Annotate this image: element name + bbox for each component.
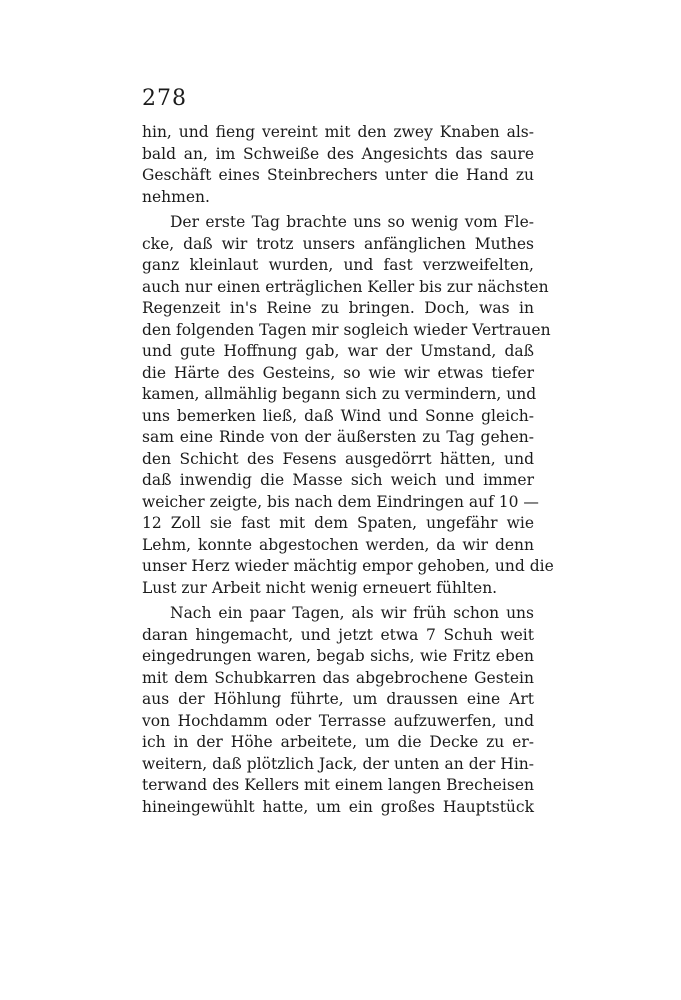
text-line: und gute Hoffnung gab, war der Umstand, daß [142, 342, 534, 360]
text-line: von Hochdamm oder Terrasse aufzuwerfen, und [142, 711, 534, 730]
text-line: Nach ein paar Tagen, als wir früh schon uns [170, 604, 534, 622]
text-line: Geschäft eines Steinbrechers unter die Hand zu [142, 166, 534, 184]
paragraph-1 [142, 122, 534, 208]
text-line: den folgenden Tagen mir sogleich wieder Vertrauen [142, 320, 551, 339]
text-line: daß inwendig die Masse sich weich und immer [142, 471, 534, 489]
text-line: hin, und fieng vereint mit den zwey Knaben als- [142, 123, 534, 141]
text-line: den Schicht des Fesens ausgedörrt hätten, und [142, 449, 534, 468]
text-line: Regenzeit in's Reine zu bringen. Doch, was in [142, 299, 534, 317]
text-line: mit dem Schubkarren das abgebrochene Gestein [142, 668, 534, 687]
text-line: Der erste Tag brachte uns so wenig vom Fle- [170, 213, 534, 231]
text-line: sam eine Rinde von der äußersten zu Tag gehen- [142, 428, 534, 446]
text-line: bald an, im Schweiße des Angesichts das saure [142, 144, 534, 163]
text-line: kamen, allmählig begann sich zu vermindern, und [142, 385, 537, 403]
paragraph-3 [142, 603, 534, 818]
text-line: hineingewühlt hatte, um ein großes Hauptstück [142, 797, 534, 816]
text-line: weicher zeigte, bis nach dem Eindringen auf 10 — [142, 492, 539, 511]
text-line: uns bemerken ließ, daß Wind und Sonne gleich- [142, 406, 534, 425]
text-line: terwand des Kellers mit einem langen Brecheisen [142, 776, 534, 794]
text-line: ganz kleinlaut wurden, und fast verzweifelten, [142, 256, 534, 274]
text-line: die Härte des Gesteins, so wie wir etwas tiefer [142, 363, 534, 382]
text-line: eingedrungen waren, begab sichs, wie Fritz eben [142, 647, 534, 665]
text-line: cke, daß wir trotz unsers anfänglichen Muthes [142, 234, 534, 253]
text-line: aus der Höhlung führte, um draussen eine Art [142, 690, 534, 708]
text-line: Lust zur Arbeit nicht wenig erneuert fühlten. [142, 578, 498, 597]
paragraph-2 [142, 212, 554, 599]
text-line: Lehm, konnte abgestochen werden, da wir denn [142, 535, 534, 554]
text-line: auch nur einen erträglichen Keller bis zur nächsten [142, 277, 549, 296]
text-line: ich in der Höhe arbeitete, um die Decke zu er- [142, 733, 534, 751]
text-line: nehmen. [142, 187, 210, 206]
page-number: 278 [142, 86, 187, 111]
text-line: weitern, daß plötzlich Jack, der unten an der Hin- [142, 754, 534, 773]
text-line: unser Herz wieder mächtig empor gehoben, und die [142, 557, 554, 575]
text-line: 12 Zoll sie fast mit dem Spaten, ungefähr wie [142, 514, 534, 532]
text-line: daran hingemacht, und jetzt etwa 7 Schuh weit [142, 625, 534, 644]
